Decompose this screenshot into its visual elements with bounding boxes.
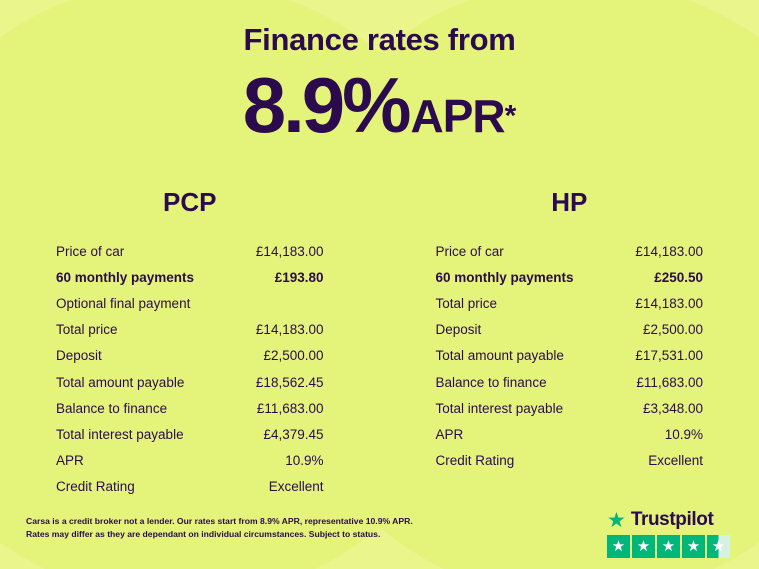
- table-row: [56, 421, 324, 447]
- trustpilot-rating[interactable]: [607, 509, 737, 558]
- trustpilot-logo: [607, 509, 737, 531]
- table-row: [436, 317, 704, 343]
- table-row: [436, 238, 704, 264]
- table-row: [56, 369, 324, 395]
- table-row: [56, 448, 324, 474]
- row-label: Deposit: [435, 322, 482, 338]
- row-value: £17,531.00: [635, 348, 703, 364]
- row-label: Total price: [435, 295, 498, 311]
- trustpilot-name: Trustpilot: [630, 509, 714, 530]
- star-half-icon: [707, 535, 730, 558]
- star-icon: [632, 535, 655, 558]
- row-value: £14,183.00: [255, 243, 324, 259]
- table-row: [56, 264, 324, 290]
- row-value: 10.9%: [664, 426, 703, 442]
- row-value: £193.80: [274, 269, 324, 285]
- row-label: Price of car: [435, 243, 504, 259]
- row-label: Balance to finance: [56, 400, 168, 416]
- disclaimer-line-1: Carsa is a credit broker not a lender. Our rates start from 8.9% APR, representative 10.9% APR.: [26, 516, 413, 526]
- row-label: Credit Rating: [56, 479, 135, 495]
- row-label: Total price: [56, 322, 118, 338]
- table-row: [56, 317, 324, 343]
- star-glyph: ★: [661, 538, 676, 555]
- row-value: £18,562.45: [255, 374, 324, 390]
- pcp-column-title: PCP: [163, 187, 217, 217]
- star-glyph: ★: [711, 538, 726, 555]
- row-value: £2,500.00: [263, 348, 324, 364]
- row-label: Total amount payable: [435, 348, 564, 364]
- star-glyph: ★: [636, 538, 651, 555]
- table-row: [436, 343, 704, 369]
- row-value: £14,183.00: [635, 243, 703, 259]
- hp-column: [380, 187, 759, 500]
- row-label: Total interest payable: [56, 426, 184, 442]
- table-row: [56, 395, 324, 421]
- row-value: £14,183.00: [635, 295, 703, 311]
- table-row: [436, 290, 704, 316]
- row-label: Total amount payable: [56, 374, 185, 390]
- row-label: Credit Rating: [435, 453, 515, 469]
- table-row: [436, 264, 704, 290]
- table-row: [436, 395, 704, 421]
- table-row: [436, 421, 704, 447]
- table-row: [56, 290, 324, 316]
- footer: [0, 507, 759, 569]
- row-label: Total interest payable: [435, 400, 564, 416]
- apr-asterisk: *: [504, 99, 517, 133]
- star-icon: [657, 535, 680, 558]
- table-row: [56, 343, 324, 369]
- table-row: [56, 474, 324, 500]
- disclaimer-line-2: Rates may differ as they are dependant on individual circumstances. Subject to status.: [26, 529, 381, 540]
- apr-unit-label: APR: [410, 90, 505, 142]
- row-label: 60 monthly payments: [56, 269, 195, 285]
- table-row: [56, 238, 324, 264]
- pcp-column: [0, 187, 380, 500]
- row-value: £250.50: [654, 269, 703, 285]
- row-value: £4,379.45: [263, 426, 324, 442]
- row-label: 60 monthly payments: [435, 269, 574, 285]
- row-value: Excellent: [648, 453, 703, 469]
- row-value: £2,500.00: [642, 322, 703, 338]
- table-row: [436, 448, 704, 474]
- star-icon: [607, 535, 630, 558]
- row-value: £11,683.00: [636, 374, 703, 390]
- row-label: APR: [56, 453, 84, 469]
- row-label: Deposit: [56, 348, 102, 364]
- row-value: £14,183.00: [255, 322, 324, 338]
- trustpilot-stars: [607, 535, 737, 558]
- row-value: £11,683.00: [256, 400, 324, 416]
- star-glyph: ★: [611, 538, 626, 555]
- row-value: 10.9%: [285, 453, 324, 469]
- row-label: Price of car: [56, 243, 125, 259]
- apr-rate-value: 8.9%: [242, 61, 409, 149]
- finance-comparison-columns: [0, 187, 759, 500]
- row-label: Optional final payment: [56, 295, 191, 311]
- row-label: APR: [435, 426, 464, 442]
- disclaimer-text: [26, 515, 413, 542]
- row-value: £3,348.00: [642, 400, 703, 416]
- trustpilot-star-icon: ★: [607, 508, 626, 532]
- row-label: Balance to finance: [435, 374, 547, 390]
- row-value: Excellent: [268, 479, 324, 495]
- page-title: Finance rates from: [243, 22, 516, 57]
- star-icon: [682, 535, 705, 558]
- table-row: [436, 369, 704, 395]
- apr-headline: [0, 60, 759, 151]
- star-glyph: ★: [686, 538, 701, 555]
- hp-column-title: HP: [551, 187, 588, 217]
